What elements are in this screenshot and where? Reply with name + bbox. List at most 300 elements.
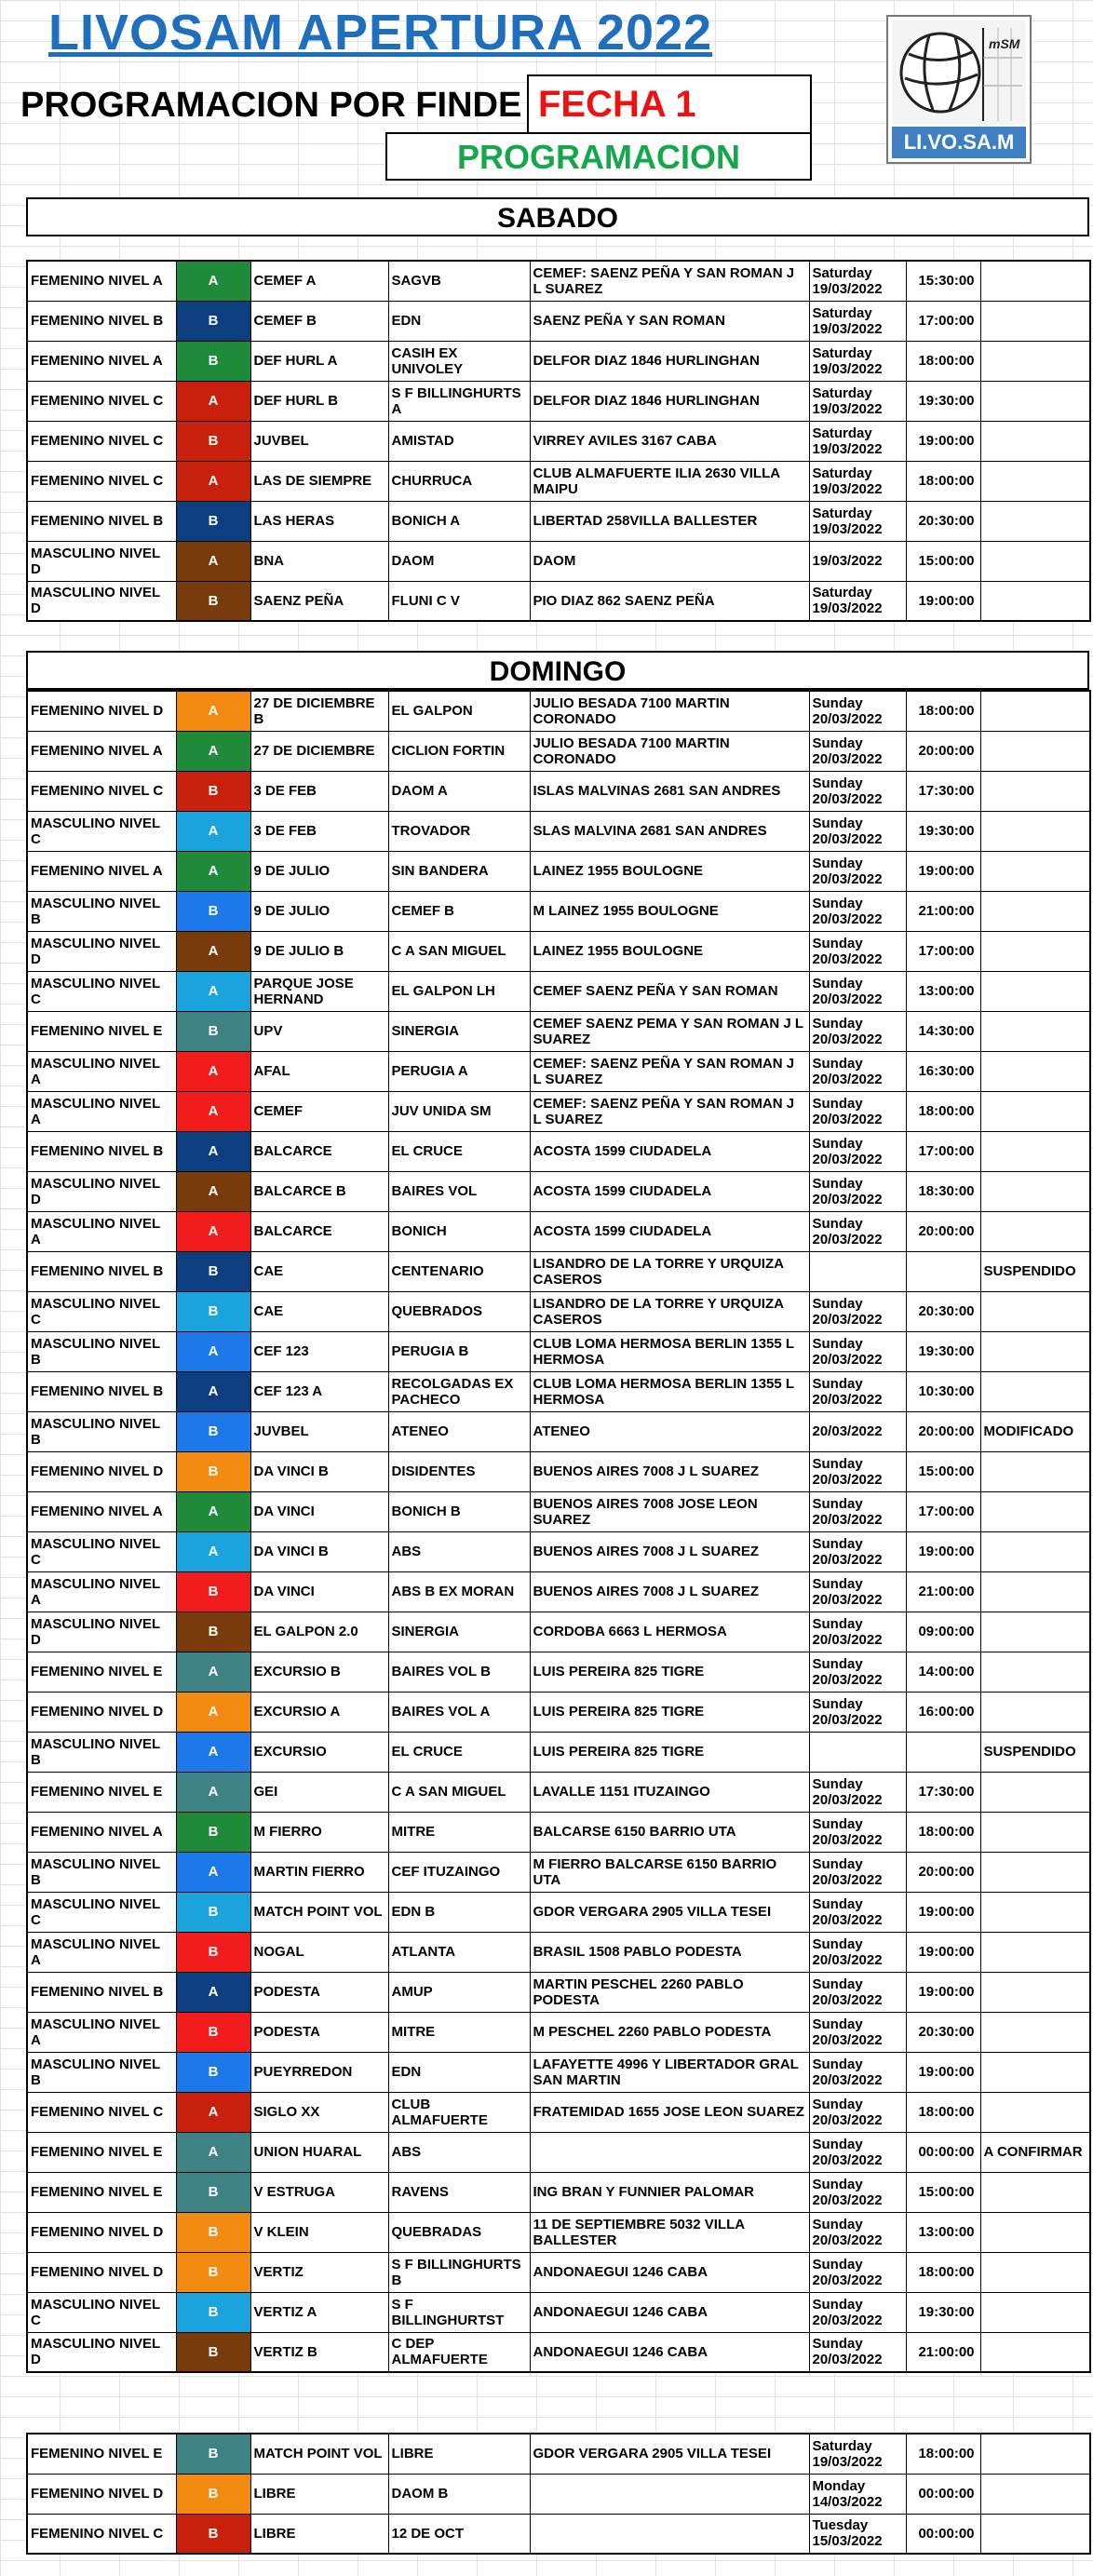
away-team: ABS B EX MORAN [388,1571,530,1612]
match-note [980,2052,1090,2092]
match-date: Sunday 20/03/2022 [809,691,906,731]
match-date: Sunday 20/03/2022 [809,1331,906,1371]
group-letter: A [176,381,250,421]
away-team: DAOM [388,541,530,581]
sabado-table [26,260,1091,622]
match-date: Sunday 20/03/2022 [809,771,906,811]
venue-address: BUENOS AIRES 7008 JOSE LEON SUAREZ [530,1491,809,1531]
venue-address [530,2514,809,2554]
extra-table [26,2433,1091,2555]
match-note [980,931,1090,971]
match-time: 15:30:00 [906,261,980,301]
table-row [27,461,1090,501]
away-team: EL GALPON LH [388,971,530,1011]
away-team: AMUP [388,1972,530,2012]
home-team: 3 DE FEB [250,771,388,811]
match-category: FEMENINO NIVEL C [27,2092,176,2132]
match-date: 20/03/2022 [809,1411,906,1451]
match-date: Sunday 20/03/2022 [809,1972,906,2012]
match-note: MODIFICADO [980,1411,1090,1451]
home-team: EXCURSIO B [250,1652,388,1692]
fecha-box [527,74,812,136]
away-team: S F BILLINGHURTS A [388,381,530,421]
match-note [980,541,1090,581]
domingo-table [26,690,1091,2373]
home-team: V ESTRUGA [250,2172,388,2212]
volleyball-icon [892,20,1026,125]
venue-address: BUENOS AIRES 7008 J L SUAREZ [530,1571,809,1612]
venue-address: JULIO BESADA 7100 MARTIN CORONADO [530,691,809,731]
group-letter: A [176,1331,250,1371]
venue-address: CEMEF: SAENZ PEÑA Y SAN ROMAN J L SUAREZ [530,261,809,301]
venue-address: ACOSTA 1599 CIUDADELA [530,1131,809,1171]
match-date: Monday 14/03/2022 [809,2474,906,2514]
away-team: CASIH EX UNIVOLEY [388,341,530,381]
away-team: BONICH A [388,501,530,541]
match-time: 18:00:00 [906,2252,980,2292]
home-team: AFAL [250,1051,388,1091]
match-date: Saturday 19/03/2022 [809,581,906,621]
venue-address: ACOSTA 1599 CIUDADELA [530,1171,809,1211]
group-letter: B [176,2172,250,2212]
venue-address: LUIS PEREIRA 825 TIGRE [530,1652,809,1692]
match-note [980,2092,1090,2132]
table-row [27,581,1090,621]
away-team: EL CRUCE [388,1131,530,1171]
match-time: 13:00:00 [906,2212,980,2252]
match-time: 17:30:00 [906,1772,980,1812]
match-category: FEMENINO NIVEL A [27,341,176,381]
match-note [980,1371,1090,1411]
home-team: MATCH POINT VOL [250,2434,388,2474]
away-team: BAIRES VOL B [388,1652,530,1692]
match-date: Sunday 20/03/2022 [809,2132,906,2172]
venue-address: LUIS PEREIRA 825 TIGRE [530,1732,809,1772]
home-team: EXCURSIO A [250,1692,388,1732]
group-letter: A [176,1171,250,1211]
match-category: MASCULINO NIVEL B [27,891,176,931]
match-category: MASCULINO NIVEL B [27,1411,176,1451]
away-team: EL GALPON [388,691,530,731]
match-note [980,501,1090,541]
home-team: NOGAL [250,1932,388,1972]
match-date: Saturday 19/03/2022 [809,261,906,301]
match-date: Sunday 20/03/2022 [809,1091,906,1131]
away-team: CHURRUCA [388,461,530,501]
match-time: 19:00:00 [906,1892,980,1932]
match-note [980,301,1090,341]
match-note [980,2434,1090,2474]
venue-address: CLUB LOMA HERMOSA BERLIN 1355 L HERMOSA [530,1371,809,1411]
match-category: MASCULINO NIVEL D [27,1612,176,1652]
match-note [980,691,1090,731]
match-category: MASCULINO NIVEL A [27,1211,176,1251]
match-category: FEMENINO NIVEL E [27,1011,176,1051]
away-team: RAVENS [388,2172,530,2212]
venue-address: BALCARSE 6150 BARRIO UTA [530,1812,809,1852]
away-team: SIN BANDERA [388,851,530,891]
sabado-heading: SABADO [26,197,1089,236]
page-header [0,0,1093,186]
match-time: 18:00:00 [906,2434,980,2474]
home-team: VERTIZ B [250,2332,388,2372]
match-note [980,2474,1090,2514]
match-date: Sunday 20/03/2022 [809,1371,906,1411]
group-letter: B [176,2052,250,2092]
venue-address [530,2474,809,2514]
venue-address: LISANDRO DE LA TORRE Y URQUIZA CASEROS [530,1291,809,1331]
home-team: UPV [250,1011,388,1051]
page-title: LIVOSAM APERTURA 2022 [48,5,713,61]
venue-address: 11 DE SEPTIEMBRE 5032 VILLA BALLESTER [530,2212,809,2252]
group-letter: B [176,2434,250,2474]
away-team: AMISTAD [388,421,530,461]
venue-address: M PESCHEL 2260 PABLO PODESTA [530,2012,809,2052]
match-category: FEMENINO NIVEL C [27,381,176,421]
match-category: MASCULINO NIVEL C [27,811,176,851]
table-row [27,261,1090,301]
table-row [27,851,1090,891]
match-category: FEMENINO NIVEL A [27,731,176,771]
match-note [980,2212,1090,2252]
match-time: 19:30:00 [906,381,980,421]
match-time: 18:30:00 [906,1171,980,1211]
table-row [27,1251,1090,1291]
match-time: 20:00:00 [906,1211,980,1251]
match-category: MASCULINO NIVEL C [27,1892,176,1932]
match-time: 20:30:00 [906,1291,980,1331]
match-date: Sunday 20/03/2022 [809,1571,906,1612]
match-note [980,1051,1090,1091]
venue-address: MARTIN PESCHEL 2260 PABLO PODESTA [530,1972,809,2012]
away-team: BONICH [388,1211,530,1251]
group-letter: A [176,1852,250,1892]
match-time: 19:00:00 [906,851,980,891]
match-category: FEMENINO NIVEL D [27,2252,176,2292]
table-row [27,1451,1090,1491]
home-team: 3 DE FEB [250,811,388,851]
table-row [27,2012,1090,2052]
home-team: JUVBEL [250,421,388,461]
venue-address: CEMEF: SAENZ PEÑA Y SAN ROMAN J L SUAREZ [530,1051,809,1091]
away-team: LIBRE [388,2434,530,2474]
match-date: Saturday 19/03/2022 [809,301,906,341]
match-date: Sunday 20/03/2022 [809,931,906,971]
group-letter: B [176,2252,250,2292]
match-note [980,261,1090,301]
away-team: EDN [388,2052,530,2092]
table-row [27,341,1090,381]
fecha-label: FECHA 1 [538,84,696,125]
venue-address: DAOM [530,541,809,581]
match-date: Sunday 20/03/2022 [809,1692,906,1732]
venue-address: ISLAS MALVINAS 2681 SAN ANDRES [530,771,809,811]
match-note [980,1491,1090,1531]
match-note [980,2514,1090,2554]
match-time: 20:00:00 [906,1411,980,1451]
home-team: LIBRE [250,2514,388,2554]
group-letter: A [176,1051,250,1091]
venue-address: LIBERTAD 258VILLA BALLESTER [530,501,809,541]
venue-address: CLUB ALMAFUERTE ILIA 2630 VILLA MAIPU [530,461,809,501]
away-team: MITRE [388,1812,530,1852]
venue-address: M LAINEZ 1955 BOULOGNE [530,891,809,931]
match-date: Sunday 20/03/2022 [809,1652,906,1692]
table-row [27,2092,1090,2132]
match-category: MASCULINO NIVEL C [27,1531,176,1571]
group-letter: A [176,1732,250,1772]
match-note [980,421,1090,461]
group-letter: B [176,341,250,381]
match-time: 19:00:00 [906,1531,980,1571]
group-letter: A [176,1772,250,1812]
group-letter: B [176,2474,250,2514]
away-team: S F BILLINGHURTST [388,2292,530,2332]
match-date: Saturday 19/03/2022 [809,461,906,501]
home-team: PODESTA [250,1972,388,2012]
match-note [980,2172,1090,2212]
match-time: 15:00:00 [906,1451,980,1491]
venue-address: CEMEF SAENZ PEMA Y SAN ROMAN J L SUAREZ [530,1011,809,1051]
home-team: SIGLO XX [250,2092,388,2132]
match-time [906,1732,980,1772]
home-team: GEI [250,1772,388,1812]
match-note [980,1291,1090,1331]
match-time: 17:00:00 [906,301,980,341]
match-category: MASCULINO NIVEL A [27,2012,176,2052]
match-time: 20:30:00 [906,2012,980,2052]
match-note [980,341,1090,381]
match-note [980,851,1090,891]
match-date [809,1732,906,1772]
match-time: 17:30:00 [906,771,980,811]
table-row [27,2434,1090,2474]
table-row [27,691,1090,731]
table-row [27,1411,1090,1451]
table-row [27,1692,1090,1732]
match-note [980,1011,1090,1051]
venue-address: VIRREY AVILES 3167 CABA [530,421,809,461]
venue-address: JULIO BESADA 7100 MARTIN CORONADO [530,731,809,771]
match-date: Sunday 20/03/2022 [809,1211,906,1251]
table-row [27,2474,1090,2514]
venue-address: CORDOBA 6663 L HERMOSA [530,1612,809,1652]
match-date: Saturday 19/03/2022 [809,341,906,381]
group-letter: A [176,971,250,1011]
match-time: 10:30:00 [906,1371,980,1411]
match-note [980,381,1090,421]
match-category: FEMENINO NIVEL C [27,2514,176,2554]
table-row [27,1932,1090,1972]
table-row [27,1371,1090,1411]
away-team: EL CRUCE [388,1732,530,1772]
group-letter: B [176,1892,250,1932]
match-category: FEMENINO NIVEL E [27,1652,176,1692]
away-team: CLUB ALMAFUERTE [388,2092,530,2132]
programacion-box [385,132,812,181]
table-row [27,541,1090,581]
match-date: Sunday 20/03/2022 [809,1291,906,1331]
venue-address: LISANDRO DE LA TORRE Y URQUIZA CASEROS [530,1251,809,1291]
table-row [27,731,1090,771]
match-date: Sunday 20/03/2022 [809,1451,906,1491]
match-time: 00:00:00 [906,2474,980,2514]
match-date: Saturday 19/03/2022 [809,2434,906,2474]
match-note [980,971,1090,1011]
match-time: 19:30:00 [906,811,980,851]
venue-address: ANDONAEGUI 1246 CABA [530,2252,809,2292]
away-team: C A SAN MIGUEL [388,931,530,971]
table-row [27,2212,1090,2252]
match-note [980,2332,1090,2372]
venue-address: ANDONAEGUI 1246 CABA [530,2332,809,2372]
venue-address: SAENZ PEÑA Y SAN ROMAN [530,301,809,341]
away-team: BAIRES VOL [388,1171,530,1211]
group-letter: B [176,301,250,341]
venue-address: SLAS MALVINA 2681 SAN ANDRES [530,811,809,851]
group-letter: A [176,811,250,851]
logo-small-text: mSM [989,36,1020,51]
group-letter: B [176,2212,250,2252]
table-row [27,1772,1090,1812]
table-row [27,1612,1090,1652]
venue-address: GDOR VERGARA 2905 VILLA TESEI [530,1892,809,1932]
match-time: 19:30:00 [906,1331,980,1371]
home-team: BALCARCE B [250,1171,388,1211]
match-note: SUSPENDIDO [980,1732,1090,1772]
match-category: FEMENINO NIVEL A [27,1491,176,1531]
match-category: FEMENINO NIVEL D [27,2212,176,2252]
home-team: PODESTA [250,2012,388,2052]
away-team: CEMEF B [388,891,530,931]
away-team: ABS [388,1531,530,1571]
match-time: 17:00:00 [906,931,980,971]
home-team: V KLEIN [250,2212,388,2252]
match-time: 00:00:00 [906,2132,980,2172]
venue-address: LAVALLE 1151 ITUZAINGO [530,1772,809,1812]
home-team: CAE [250,1251,388,1291]
away-team: SAGVB [388,261,530,301]
away-team: ATENEO [388,1411,530,1451]
match-time: 19:00:00 [906,421,980,461]
home-team: PARQUE JOSE HERNAND [250,971,388,1011]
away-team: CICLION FORTIN [388,731,530,771]
table-row [27,2132,1090,2172]
away-team: TROVADOR [388,811,530,851]
away-team: EDN B [388,1892,530,1932]
match-note [980,1211,1090,1251]
match-category: FEMENINO NIVEL D [27,691,176,731]
home-team: DA VINCI [250,1491,388,1531]
group-letter: B [176,1451,250,1491]
match-time: 18:00:00 [906,341,980,381]
match-note [980,1692,1090,1732]
home-team: EL GALPON 2.0 [250,1612,388,1652]
livosam-logo [886,15,1032,164]
away-team: CENTENARIO [388,1251,530,1291]
table-row [27,501,1090,541]
match-time: 15:00:00 [906,2172,980,2212]
match-time: 09:00:00 [906,1612,980,1652]
table-row [27,1331,1090,1371]
match-category: FEMENINO NIVEL D [27,1451,176,1491]
match-category: FEMENINO NIVEL D [27,2474,176,2514]
match-category: MASCULINO NIVEL A [27,1932,176,1972]
match-time: 19:00:00 [906,2052,980,2092]
match-note [980,771,1090,811]
match-note [980,731,1090,771]
group-letter: B [176,581,250,621]
match-time: 18:00:00 [906,461,980,501]
match-time [906,1251,980,1291]
away-team: FLUNI C V [388,581,530,621]
group-letter: A [176,2092,250,2132]
match-category: MASCULINO NIVEL C [27,1291,176,1331]
home-team: LAS DE SIEMPRE [250,461,388,501]
match-time: 19:30:00 [906,2292,980,2332]
group-letter: B [176,421,250,461]
match-date: 19/03/2022 [809,541,906,581]
group-letter: B [176,771,250,811]
table-row [27,1291,1090,1331]
match-date: Sunday 20/03/2022 [809,2172,906,2212]
table-row [27,1171,1090,1211]
group-letter: A [176,1371,250,1411]
match-category: MASCULINO NIVEL B [27,1331,176,1371]
group-letter: A [176,1131,250,1171]
match-time: 18:00:00 [906,1091,980,1131]
match-category: FEMENINO NIVEL B [27,1371,176,1411]
match-category: FEMENINO NIVEL E [27,2172,176,2212]
match-time: 15:00:00 [906,541,980,581]
table-row [27,2252,1090,2292]
match-category: FEMENINO NIVEL A [27,1812,176,1852]
group-letter: B [176,1411,250,1451]
match-date: Sunday 20/03/2022 [809,2332,906,2372]
match-category: MASCULINO NIVEL A [27,1091,176,1131]
match-time: 20:30:00 [906,501,980,541]
group-letter: A [176,691,250,731]
group-letter: A [176,261,250,301]
home-team: 9 DE JULIO [250,891,388,931]
table-row [27,1011,1090,1051]
match-time: 19:00:00 [906,1972,980,2012]
table-row [27,1652,1090,1692]
match-time: 14:30:00 [906,1011,980,1051]
group-letter: A [176,461,250,501]
away-team: 12 DE OCT [388,2514,530,2554]
home-team: MARTIN FIERRO [250,1852,388,1892]
match-note [980,1932,1090,1972]
group-letter: B [176,1812,250,1852]
away-team: DISIDENTES [388,1451,530,1491]
match-category: MASCULINO NIVEL D [27,2332,176,2372]
venue-address: ANDONAEGUI 1246 CABA [530,2292,809,2332]
group-letter: B [176,1571,250,1612]
home-team: LIBRE [250,2474,388,2514]
match-category: FEMENINO NIVEL B [27,501,176,541]
home-team: CEMEF A [250,261,388,301]
table-row [27,421,1090,461]
group-letter: B [176,501,250,541]
match-date: Sunday 20/03/2022 [809,1531,906,1571]
away-team: QUEBRADOS [388,1291,530,1331]
table-row [27,1211,1090,1251]
venue-address: BUENOS AIRES 7008 J L SUAREZ [530,1531,809,1571]
home-team: CEMEF B [250,301,388,341]
group-letter: A [176,731,250,771]
venue-address: PIO DIAZ 862 SAENZ PEÑA [530,581,809,621]
